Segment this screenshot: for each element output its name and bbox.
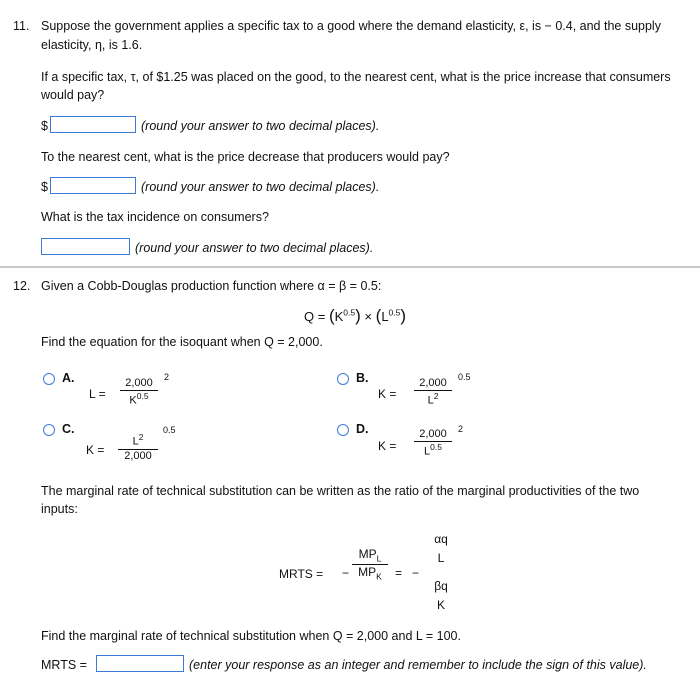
mrts-minus-1: − (342, 566, 350, 580)
mp-l-main: MP (358, 547, 377, 561)
option-d-numerator: 2,000 (419, 428, 447, 440)
production-function: $Q = (K^{0.5}) \times (L^{0.5})$ (304, 306, 407, 325)
mrts-text-line1: The marginal rate of technical substitution can be written as the ratio of the marginal productivities of the two (41, 484, 640, 498)
producer-price-decrease-input[interactable] (50, 177, 136, 194)
option-a-numerator: 2,000 (125, 377, 153, 389)
option-d-outer-exponent: 2 (458, 424, 464, 434)
option-c-outer-exponent: 0.5 (163, 425, 176, 435)
mrts-answer-input[interactable] (96, 655, 184, 672)
option-d-den-exponent: 0.5 (430, 442, 442, 452)
mrts-text-line2: inputs: (41, 502, 78, 516)
question-11-number: 11. (13, 19, 30, 33)
incidence-question: What is the tax incidence on consumers? (41, 210, 269, 224)
option-a-denominator: K (129, 394, 137, 407)
option-c-lhs: K = (86, 443, 105, 457)
consumer-dollar-sign: $ (41, 119, 48, 133)
question-11-prompt-line1: If a specific tax, τ, of $1.25 was placed on the good, to the nearest cent, what is the price increase that consumers (41, 70, 671, 84)
option-d-label: D. (356, 422, 369, 436)
question-divider (0, 266, 700, 268)
option-d-radio[interactable] (337, 424, 349, 436)
mrts-formula-label: MRTS = (279, 567, 324, 581)
find-mrts-prompt: Find the marginal rate of technical substitution when Q = 2,000 and L = 100. (41, 629, 461, 643)
alpha-q-denominator: L (437, 551, 445, 565)
round-note-producer: (round your answer to two decimal places). (141, 180, 380, 194)
option-a-fraction (120, 377, 158, 407)
mrts-equals: = (395, 566, 403, 580)
mrts-mp-fraction (352, 547, 388, 582)
q-l-exponent: 0.5 (388, 307, 401, 318)
option-c-numerator: L (132, 435, 139, 448)
mp-l-subscript: L (376, 553, 382, 564)
beta-q: βq (434, 579, 448, 593)
question-11-intro-line1: Suppose the government applies a specific tax to a good where the demand elasticity, ε, is − 0.4, and the supply (41, 19, 661, 33)
producer-dollar-sign: $ (41, 180, 48, 194)
option-b-outer-exponent: 0.5 (458, 372, 471, 382)
option-a-den-exponent: 0.5 (136, 391, 149, 401)
q-equals: Q = (304, 309, 326, 324)
option-b-numerator: 2,000 (419, 377, 447, 389)
round-note-incidence: (round your answer to two decimal places). (135, 241, 374, 255)
option-a-radio[interactable] (43, 373, 55, 385)
mp-k-main: MP (358, 565, 377, 580)
option-a-outer-exponent: 2 (164, 372, 170, 382)
mrts-minus-2: − (412, 566, 420, 580)
option-c-num-exponent: 2 (138, 432, 144, 442)
question-11-prompt-line2: would pay? (41, 88, 105, 102)
option-c-denominator: 2,000 (124, 449, 152, 462)
mp-k-subscript: K (376, 571, 382, 582)
alpha-q: αq (434, 532, 448, 546)
q-k: K (334, 309, 344, 324)
option-a-lhs: L = (89, 387, 106, 401)
q-l: L (381, 309, 389, 324)
option-c-radio[interactable] (43, 424, 55, 436)
option-b-radio[interactable] (337, 373, 349, 385)
option-b-den-exponent: 2 (433, 391, 439, 401)
isoquant-prompt: Find the equation for the isoquant when Q = 2,000. (41, 335, 323, 349)
producer-question: To the nearest cent, what is the price decrease that producers would pay? (41, 150, 450, 164)
question-12-number: 12. (13, 279, 31, 293)
mrts-note: (enter your response as an integer and remember to include the sign of this value). (189, 658, 647, 672)
beta-q-denominator: K (436, 598, 445, 612)
option-b-denominator: L (427, 394, 434, 407)
question-12-intro: Given a Cobb-Douglas production function where α = β = 0.5: (41, 279, 382, 293)
q-k-exponent: 0.5 (343, 307, 356, 318)
option-a-label: A. (62, 371, 75, 385)
tax-incidence-input[interactable] (41, 238, 130, 255)
question-11-intro-line2: elasticity, η, is 1.6. (41, 38, 143, 52)
option-d-lhs: K = (378, 439, 397, 453)
consumer-price-increase-input[interactable] (50, 116, 136, 133)
option-c-fraction (118, 432, 158, 462)
option-b-fraction (414, 377, 452, 407)
option-b-lhs: K = (378, 387, 397, 401)
option-d-denominator: L (424, 445, 431, 458)
option-d-fraction (414, 428, 452, 458)
round-note-consumer: (round your answer to two decimal places). (141, 119, 380, 133)
q-times: × (364, 309, 373, 324)
option-c-label: C. (62, 422, 75, 436)
option-b-label: B. (356, 371, 369, 385)
mrts-answer-label: MRTS = (41, 658, 87, 672)
